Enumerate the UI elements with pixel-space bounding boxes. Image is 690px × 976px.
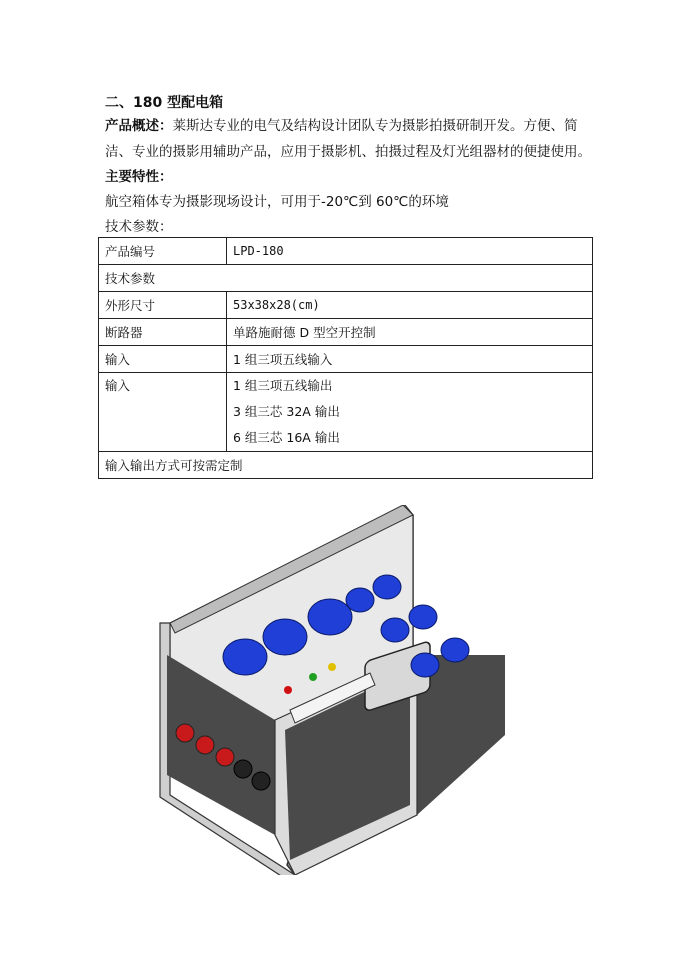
- table-cell-value: 53x38x28(cm): [227, 292, 593, 319]
- red-connector-icon: [216, 748, 234, 766]
- overview-paragraph: [105, 113, 595, 165]
- table-cell-label: 产品编号: [99, 238, 227, 265]
- feature-line: 航空箱体专为摄影现场设计，可用于-20℃到 60℃的环境: [105, 194, 449, 210]
- table-row: [99, 238, 593, 265]
- indicator-green-icon: [309, 673, 317, 681]
- row6-label: 输入: [105, 378, 131, 393]
- black-connector-icon: [234, 760, 252, 778]
- red-connector-icon: [196, 736, 214, 754]
- overview-text: 莱斯达专业的电气及结构设计团队专为摄影拍摄研制开发。方便、简洁、专业的摄影用辅助产品，应用于摄影机、拍摄过程及灯光组器材的便捷使用。: [105, 118, 591, 160]
- output-line-3: 6 组三芯 16A 输出: [233, 430, 340, 445]
- tech-title: 技术参数：: [105, 219, 173, 235]
- red-connector-icon: [176, 724, 194, 742]
- socket-32a-icon: [223, 639, 267, 675]
- section-title: 二、180 型配电箱: [105, 95, 224, 111]
- table-cell-label: 输入输出方式可按需定制: [99, 452, 593, 479]
- indicator-red-icon: [284, 686, 292, 694]
- table-cell-label: [99, 373, 227, 452]
- socket-16a-icon: [441, 638, 469, 662]
- table-cell-value: 1 组三项五线输入: [227, 346, 593, 373]
- distribution-box-illustration: [155, 505, 515, 875]
- table-row: [99, 292, 593, 319]
- overview-label: 产品概述：: [105, 118, 173, 134]
- features-title: 主要特性：: [105, 169, 173, 185]
- socket-16a-icon: [409, 605, 437, 629]
- table-row: [99, 452, 593, 479]
- table-row: [99, 265, 593, 292]
- table-cell-label: 技术参数: [99, 265, 593, 292]
- socket-16a-icon: [411, 653, 439, 677]
- table-cell-value-list: [227, 373, 593, 452]
- indicator-yellow-icon: [328, 663, 336, 671]
- table-row: [99, 319, 593, 346]
- table-cell-label: 外形尺寸: [99, 292, 227, 319]
- socket-16a-icon: [373, 575, 401, 599]
- socket-16a-icon: [346, 588, 374, 612]
- table-cell-label: 断路器: [99, 319, 227, 346]
- table-cell-label: 输入: [99, 346, 227, 373]
- output-line-1: 1 组三项五线输出: [233, 378, 333, 393]
- socket-32a-icon: [263, 619, 307, 655]
- black-connector-icon: [252, 772, 270, 790]
- spec-table: [98, 237, 593, 479]
- table-cell-value: 单路施耐德 D 型空开控制: [227, 319, 593, 346]
- socket-32a-icon: [308, 599, 352, 635]
- output-line-2: 3 组三芯 32A 输出: [233, 404, 340, 419]
- socket-16a-icon: [381, 618, 409, 642]
- table-row: [99, 373, 593, 452]
- table-cell-value: LPD-180: [227, 238, 593, 265]
- table-row: [99, 346, 593, 373]
